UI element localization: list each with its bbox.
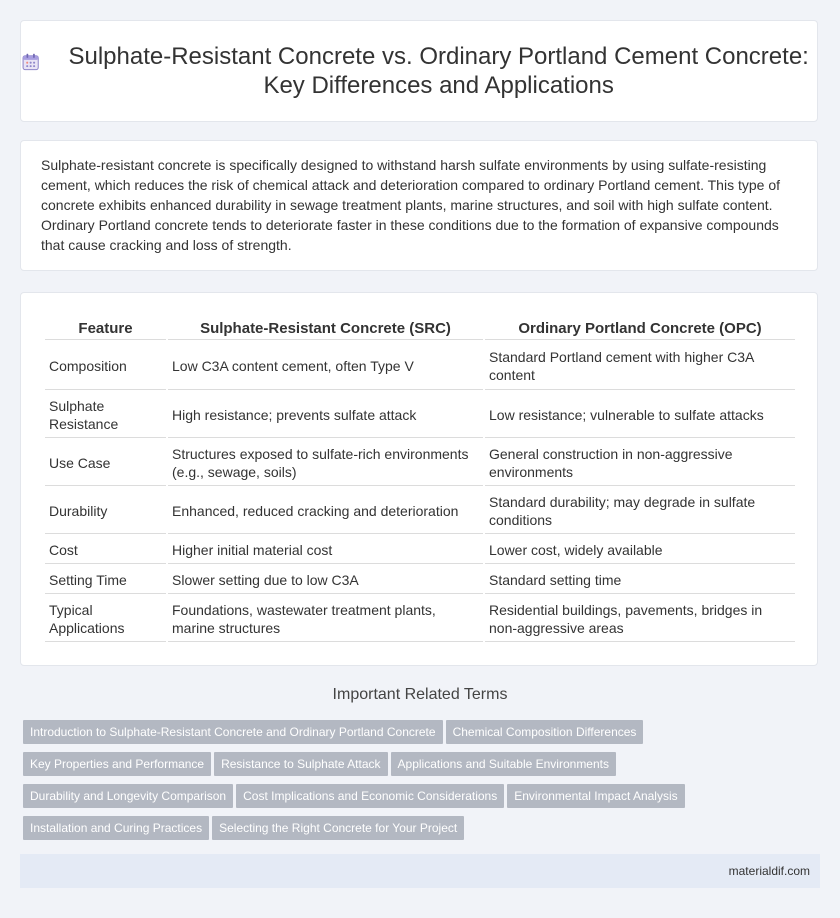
table-row: [45, 392, 795, 438]
related-term-tag[interactable]: Introduction to Sulphate-Resistant Concrete and Ordinary Portland Concrete: [23, 720, 443, 744]
table-row: [45, 596, 795, 642]
table-cell: Enhanced, reduced cracking and deterioration: [168, 488, 483, 534]
comparison-table-card: [20, 292, 818, 666]
table-cell: General construction in non-aggressive environments: [485, 440, 795, 486]
table-cell: Durability: [45, 488, 166, 534]
table-cell: Setting Time: [45, 566, 166, 594]
table-cell: Lower cost, widely available: [485, 536, 795, 564]
footer-site-link[interactable]: materialdif.com: [728, 864, 810, 878]
intro-card: [20, 140, 818, 271]
related-terms-list: [23, 720, 823, 848]
table-cell: Sulphate Resistance: [45, 392, 166, 438]
table-cell: Structures exposed to sulfate-rich environments (e.g., sewage, soils): [168, 440, 483, 486]
related-term-tag[interactable]: Selecting the Right Concrete for Your Project: [212, 816, 464, 840]
table-cell: Residential buildings, pavements, bridges in non-aggressive areas: [485, 596, 795, 642]
table-cell: Slower setting due to low C3A: [168, 566, 483, 594]
table-row: [45, 536, 795, 564]
table-cell: Standard Portland cement with higher C3A content: [485, 342, 795, 390]
comparison-table: [43, 317, 797, 644]
table-header-row: [45, 319, 795, 340]
related-term-tag[interactable]: Key Properties and Performance: [23, 752, 211, 776]
table-cell: High resistance; prevents sulfate attack: [168, 392, 483, 438]
table-cell: Low resistance; vulnerable to sulfate attacks: [485, 392, 795, 438]
table-cell: Foundations, wastewater treatment plants, marine structures: [168, 596, 483, 642]
table-cell: Use Case: [45, 440, 166, 486]
table-cell: Low C3A content cement, often Type V: [168, 342, 483, 390]
related-term-tag[interactable]: Cost Implications and Economic Considerations: [236, 784, 504, 808]
column-header: Sulphate-Resistant Concrete (SRC): [168, 319, 483, 340]
table-row: [45, 342, 795, 390]
footer: [20, 854, 820, 888]
table-cell: Cost: [45, 536, 166, 564]
table-row: [45, 440, 795, 486]
table-cell: Higher initial material cost: [168, 536, 483, 564]
page-title: Sulphate-Resistant Concrete vs. Ordinary Portland Cement Concrete: Key Differences and Applications: [68, 43, 809, 99]
table-row: [45, 566, 795, 594]
related-term-tag[interactable]: Environmental Impact Analysis: [507, 784, 684, 808]
intro-paragraph: Sulphate-resistant concrete is specifically designed to withstand harsh sulfate environments by using sulfate-resisting cement, which reduces the risk of chemical attack and deterioration compared to ordinary Portland cement. This type of concrete exhibits enhanced durability in sewage treatment plants, marine structures, and soil with high sulfate content. Ordinary Portland concrete tends to deteriorate faster in these conditions due to the formation of expansive compounds that cause cracking and loss of strength.: [41, 157, 780, 253]
header-card: [20, 20, 818, 122]
table-cell: Composition: [45, 342, 166, 390]
table-row: [45, 488, 795, 534]
related-term-tag[interactable]: Chemical Composition Differences: [446, 720, 644, 744]
table-cell: Standard durability; may degrade in sulfate conditions: [485, 488, 795, 534]
table-cell: Standard setting time: [485, 566, 795, 594]
related-term-tag[interactable]: Resistance to Sulphate Attack: [214, 752, 387, 776]
related-term-tag[interactable]: Applications and Suitable Environments: [391, 752, 616, 776]
related-term-tag[interactable]: Durability and Longevity Comparison: [23, 784, 233, 808]
table-cell: Typical Applications: [45, 596, 166, 642]
related-terms-title: Important Related Terms: [332, 686, 508, 703]
column-header: Ordinary Portland Concrete (OPC): [485, 319, 795, 340]
column-header: Feature: [45, 319, 166, 340]
calendar-icon: [21, 48, 40, 76]
related-term-tag[interactable]: Installation and Curing Practices: [23, 816, 209, 840]
